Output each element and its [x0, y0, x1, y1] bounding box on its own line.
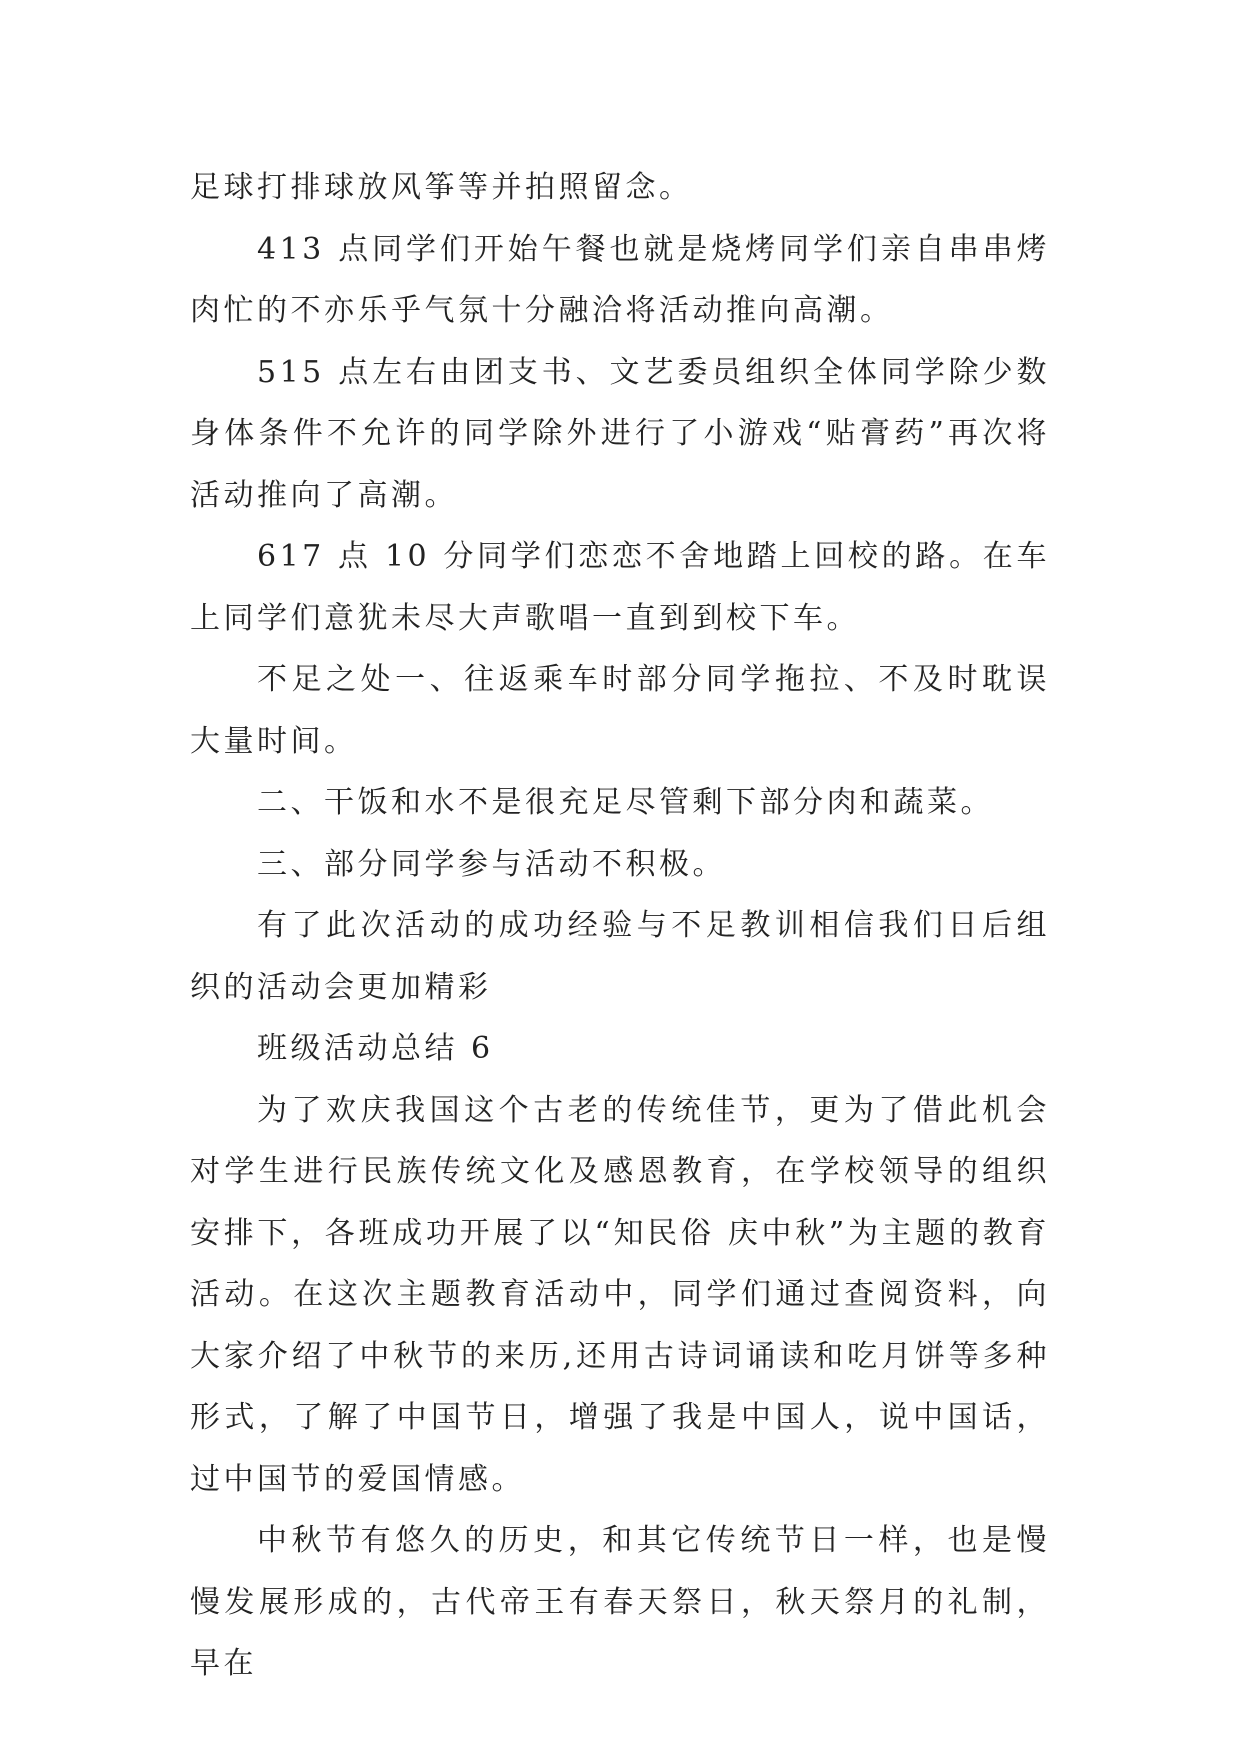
section-heading: 班级活动总结 6 [257, 1031, 494, 1066]
paragraph: 有了此次活动的成功经验与不足教训相信我们日后组织的活动会更加精彩 [190, 908, 1050, 1005]
paragraph: 515 点左右由团支书、文艺委员组织全体同学除少数身体条件不允许的同学除外进行了小游戏“贴膏药”再次将活动推向了高潮。 [190, 354, 1050, 513]
paragraph: 617 点 10 分同学们恋恋不舍地踏上回校的路。在车上同学们意犹未尽大声歌唱一直到到校下车。 [190, 539, 1050, 636]
paragraph: 三、部分同学参与活动不积极。 [257, 846, 726, 882]
document-body [190, 157, 1050, 1695]
paragraph: 二、干饭和水不是很充足尽管剩下部分肉和蔬菜。 [257, 785, 994, 820]
paragraph: 413 点同学们开始午餐也就是烧烤同学们亲自串串烤肉忙的不亦乐乎气氛十分融洽将活动推向高潮。 [190, 231, 1050, 328]
paragraph: 不足之处一、往返乘车时部分同学拖拉、不及时耽误大量时间。 [190, 662, 1050, 759]
paragraph: 中秋节有悠久的历史，和其它传统节日一样，也是慢慢发展形成的，古代帝王有春天祭日，秋天祭月的礼制，早在 [190, 1523, 1050, 1681]
paragraph: 足球打排球放风筝等并拍照留念。 [190, 170, 693, 205]
paragraph: 为了欢庆我国这个古老的传统佳节，更为了借此机会对学生进行民族传统文化及感恩教育，在学校领导的组织安排下，各班成功开展了以“知民俗 庆中秋”为主题的教育活动。在这次主题教育活动中，同学们通过查阅资料，向大家介绍了中秋节的来历,还用古诗词诵读和吃月饼等多种形式，了解了中国节日，增强了我是中国人，说中国话，过中国节的爱国情感。 [190, 1092, 1050, 1497]
